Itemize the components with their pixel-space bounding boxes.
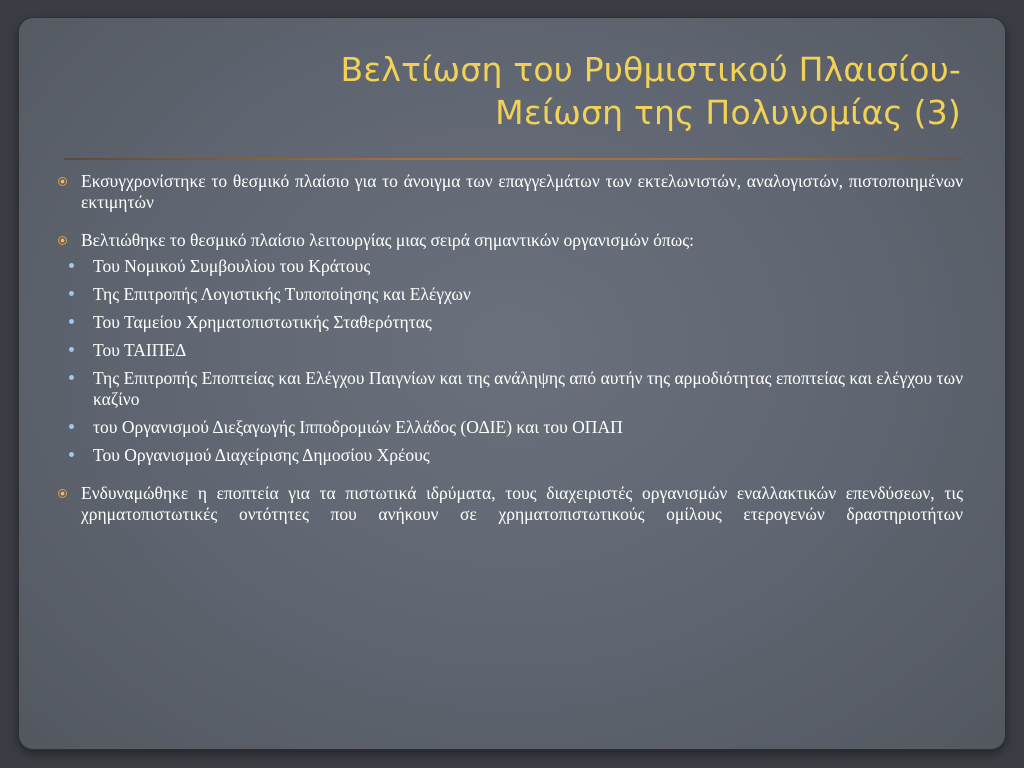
bullet-marker-icon xyxy=(58,489,67,498)
sub-bullet-dot-icon xyxy=(69,424,74,429)
slide-body xyxy=(55,171,963,542)
sub-bullet-text: Του Ταμείου Χρηματοπιστωτικής Σταθερότητας xyxy=(93,312,432,332)
sub-bullet-item xyxy=(55,312,963,333)
sub-bullet-text: Του Νομικού Συμβουλίου του Κράτους xyxy=(93,256,371,276)
sub-bullet-item xyxy=(55,445,963,466)
sub-bullet-text: Του Οργανισμού Διαχείρισης Δημοσίου Χρέους xyxy=(93,445,430,465)
sub-bullet-text: του Οργανισμού Διεξαγωγής Ιπποδρομιών Ελλάδος (ΟΔΙΕ) και του ΟΠΑΠ xyxy=(93,417,623,437)
bullet-text: Ενδυναμώθηκε η εποπτεία για τα πιστωτικά ιδρύματα, τους διαχειριστές οργανισμών εναλλακτικών επενδύσεων, τις χρηματοπιστωτικές οντότητες που ανήκουν σε χρηματοπιστωτικούς ομίλους ετερογενών δραστηριοτήτων xyxy=(81,483,963,524)
slide-title-line-1: Βελτίωση του Ρυθμιστικού Πλαισίου- xyxy=(340,50,961,89)
slide xyxy=(19,18,1005,749)
bullet-text: Βελτιώθηκε το θεσμικό πλαίσιο λειτουργίας μιας σειρά σημαντικών οργανισμών όπως: xyxy=(81,230,695,250)
sub-bullet-text: Της Επιτροπής Λογιστικής Τυποποίησης και Ελέγχων xyxy=(93,284,471,304)
sub-bullet-dot-icon xyxy=(69,263,74,268)
sub-bullet-dot-icon xyxy=(69,291,74,296)
sub-bullet-dot-icon xyxy=(69,375,74,380)
title-divider xyxy=(64,158,962,160)
sub-bullet-item xyxy=(55,256,963,277)
sub-bullet-text: Του ΤΑΙΠΕΔ xyxy=(93,340,187,360)
bullet-marker-icon xyxy=(58,177,67,186)
sub-bullet-text: Της Επιτροπής Εποπτείας και Ελέγχου Παιγνίων και της ανάληψης από αυτήν της αρμοδιότητας εποπτείας και ελέγχου των καζίνο xyxy=(93,368,963,409)
bullet-item-1 xyxy=(55,171,963,213)
sub-bullet-list xyxy=(55,256,963,466)
sub-bullet-item xyxy=(55,417,963,438)
bullet-text: Εκσυγχρονίστηκε το θεσμικό πλαίσιο για το άνοιγμα των επαγγελμάτων των εκτελωνιστών, αναλογιστών, πιστοποιημένων εκτιμητών xyxy=(81,171,963,212)
sub-bullet-dot-icon xyxy=(69,347,74,352)
sub-bullet-dot-icon xyxy=(69,452,74,457)
sub-bullet-item xyxy=(55,368,963,410)
slide-title-line-2: Μείωση της Πολυνομίας (3) xyxy=(495,93,961,132)
bullet-item-2 xyxy=(55,230,963,466)
sub-bullet-item xyxy=(55,340,963,361)
bullet-item-3 xyxy=(55,483,963,525)
sub-bullet-item xyxy=(55,284,963,305)
slide-title xyxy=(101,48,961,134)
bullet-marker-icon xyxy=(58,236,67,245)
sub-bullet-dot-icon xyxy=(69,319,74,324)
